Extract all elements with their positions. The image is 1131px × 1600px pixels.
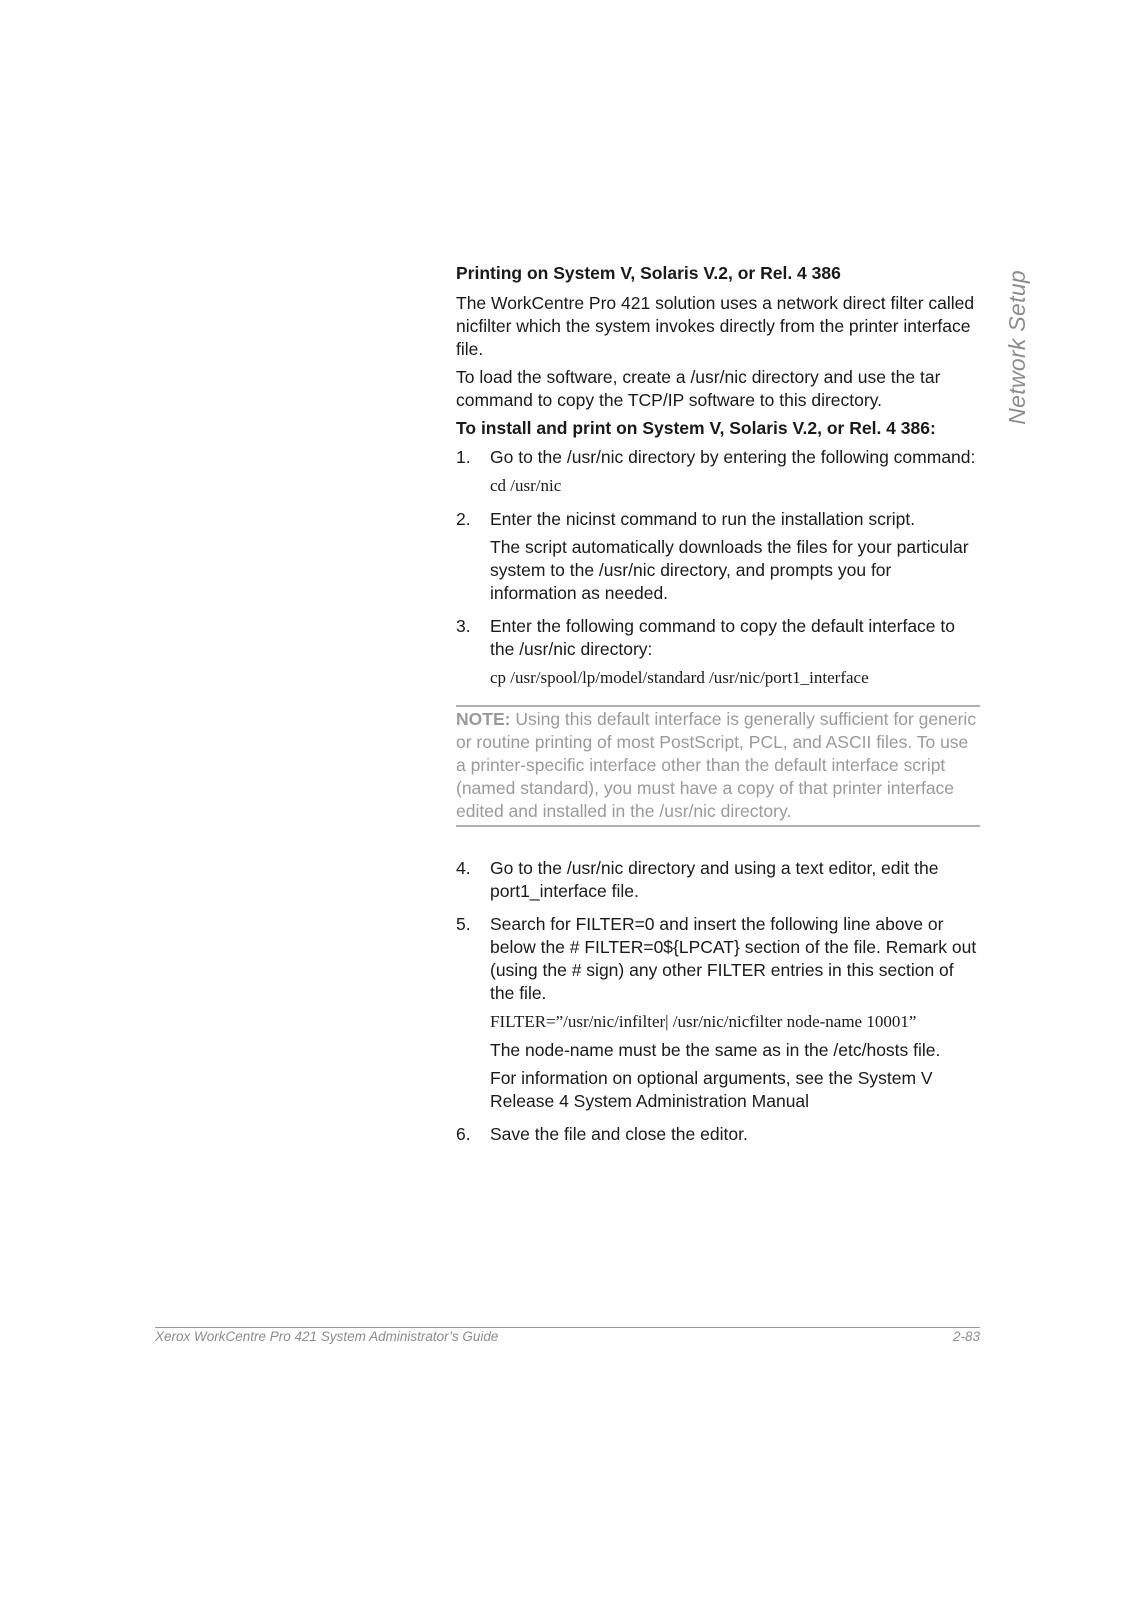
step-text: Go to the /usr/nic directory by entering the following command: xyxy=(490,447,976,467)
list-item xyxy=(456,615,980,695)
section-heading: Printing on System V, Solaris V.2, or Rel. 4 386 xyxy=(456,263,841,283)
procedure-heading: To install and print on System V, Solaris V.2, or Rel. 4 386: xyxy=(456,418,936,438)
intro-paragraph: To load the software, create a /usr/nic directory and use the tar command to copy the TCP/IP software to this directory. xyxy=(456,367,941,410)
step-text: Go to the /usr/nic directory and using a text editor, edit the port1_interface file. xyxy=(490,858,939,901)
step-number: 6. xyxy=(456,1124,471,1144)
list-item xyxy=(456,1123,980,1151)
list-item xyxy=(456,913,980,1118)
list-item xyxy=(456,857,980,908)
note-box xyxy=(456,705,980,827)
step-number: 2. xyxy=(456,509,471,529)
step-detail: The script automatically downloads the files for your particular system to the /usr/nic directory, and prompts you for information as needed. xyxy=(490,537,969,603)
list-item xyxy=(456,446,980,503)
step-number: 1. xyxy=(456,447,471,467)
command-text: cd /usr/nic xyxy=(490,476,562,495)
step-number: 3. xyxy=(456,616,471,636)
step-text: Enter the following command to copy the default interface to the /usr/nic directory: xyxy=(490,616,955,659)
list-item xyxy=(456,508,980,610)
step-text: Save the file and close the editor. xyxy=(490,1124,748,1144)
step-detail: The node-name must be the same as in the /etc/hosts file. xyxy=(490,1040,941,1060)
step-detail: For information on optional arguments, see the System V Release 4 System Administration Manual xyxy=(490,1068,933,1111)
command-text: cp /usr/spool/lp/model/standard /usr/nic/port1_interface xyxy=(490,668,869,687)
step-number: 4. xyxy=(456,858,471,878)
page-footer xyxy=(155,1327,980,1344)
step-number: 5. xyxy=(456,914,471,934)
note-text: Using this default interface is generally sufficient for generic or routine printing of most PostScript, PCL, and ASCII files. To use a printer-specific interface other than the default interface script (named standard), you must have a copy of that printer interface edited and installed in the /usr/nic directory. xyxy=(456,709,977,821)
step-text: Enter the nicinst command to run the installation script. xyxy=(490,509,916,529)
command-text: FILTER=”/usr/nic/infilter| /usr/nic/nicfilter node-name 10001” xyxy=(490,1012,917,1031)
footer-title: Xerox WorkCentre Pro 421 System Administrator’s Guide xyxy=(155,1329,499,1344)
note-label: NOTE: xyxy=(456,709,511,729)
page-content xyxy=(456,262,980,1156)
step-text: Search for FILTER=0 and insert the following line above or below the # FILTER=0${LPCAT} section of the file. Remark out (using the # sign) any other FILTER entries in this section of the file. xyxy=(490,914,977,1003)
section-tab-label: Network Setup xyxy=(1004,270,1030,425)
page-number: 2-83 xyxy=(952,1329,980,1344)
intro-paragraph: The WorkCentre Pro 421 solution uses a network direct filter called nicfilter which the system invokes directly from the printer interface file. xyxy=(456,293,975,359)
